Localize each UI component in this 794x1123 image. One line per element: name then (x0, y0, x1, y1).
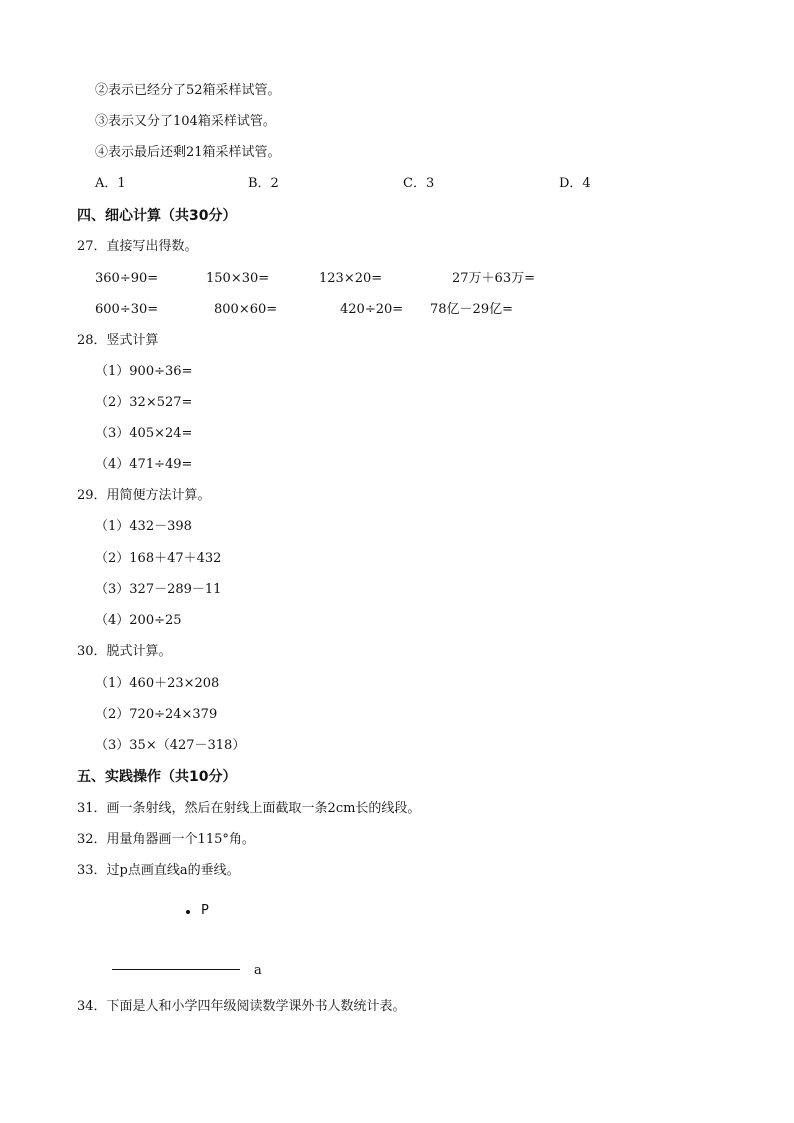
q29-title: 29．用简便方法计算。 (77, 488, 211, 503)
q29-item-2: （2）168＋47＋432 (95, 551, 222, 566)
choice-c: C．3 (403, 176, 435, 191)
q27-r2-c4: 78亿－29亿= (430, 302, 513, 317)
point-p-marker (186, 910, 190, 914)
q33: 33．过p点画直线a的垂线。 (77, 863, 240, 878)
section4-heading: 四、细心计算（共30分） (77, 208, 237, 224)
q30-item-2: （2）720÷24×379 (95, 707, 218, 722)
q27-r1-c1: 360÷90= (95, 271, 159, 286)
q27-r1-c2: 150×30= (206, 271, 270, 286)
q27-title: 27．直接写出得数。 (77, 239, 198, 254)
q28-item-4: （4）471÷49= (95, 457, 193, 472)
q28-item-2: （2）32×527= (95, 395, 193, 410)
q27-r1-c4: 27万＋63万= (452, 271, 535, 286)
q27-r2-c1: 600÷30= (95, 302, 159, 317)
section5-heading: 五、实践操作（共10分） (77, 769, 237, 785)
q30-item-3: （3）35×（427－318） (95, 738, 246, 753)
item-2: ②表示已经分了52箱采样试管。 (95, 83, 281, 98)
q30-title: 30．脱式计算。 (77, 644, 172, 659)
choice-a: A．1 (95, 176, 126, 191)
q34: 34．下面是人和小学四年级阅读数学课外书人数统计表。 (77, 999, 406, 1014)
line-a (112, 969, 240, 970)
q29-item-4: （4）200÷25 (95, 613, 182, 628)
point-p-label: P (201, 903, 209, 918)
q28-item-3: （3）405×24= (95, 426, 193, 441)
q32: 32．用量角器画一个115°角。 (77, 832, 255, 847)
item-4: ④表示最后还剩21箱采样试管。 (95, 145, 281, 160)
q27-r2-c3: 420÷20= (340, 302, 404, 317)
q29-item-1: （1）432－398 (95, 519, 192, 534)
choice-b: B．2 (248, 176, 279, 191)
q29-item-3: （3）327－289－11 (95, 582, 222, 597)
q27-r1-c3: 123×20= (319, 271, 383, 286)
q30-item-1: （1）460＋23×208 (95, 676, 220, 691)
q28-title: 28．竖式计算 (77, 333, 159, 348)
q28-item-1: （1）900÷36= (95, 364, 193, 379)
q27-r2-c2: 800×60= (214, 302, 278, 317)
choice-d: D．4 (559, 176, 591, 191)
item-3: ③表示又分了104箱采样试管。 (95, 114, 276, 129)
line-a-label: a (254, 963, 262, 978)
q31: 31．画一条射线，然后在射线上面截取一条2cm长的线段。 (77, 801, 421, 816)
